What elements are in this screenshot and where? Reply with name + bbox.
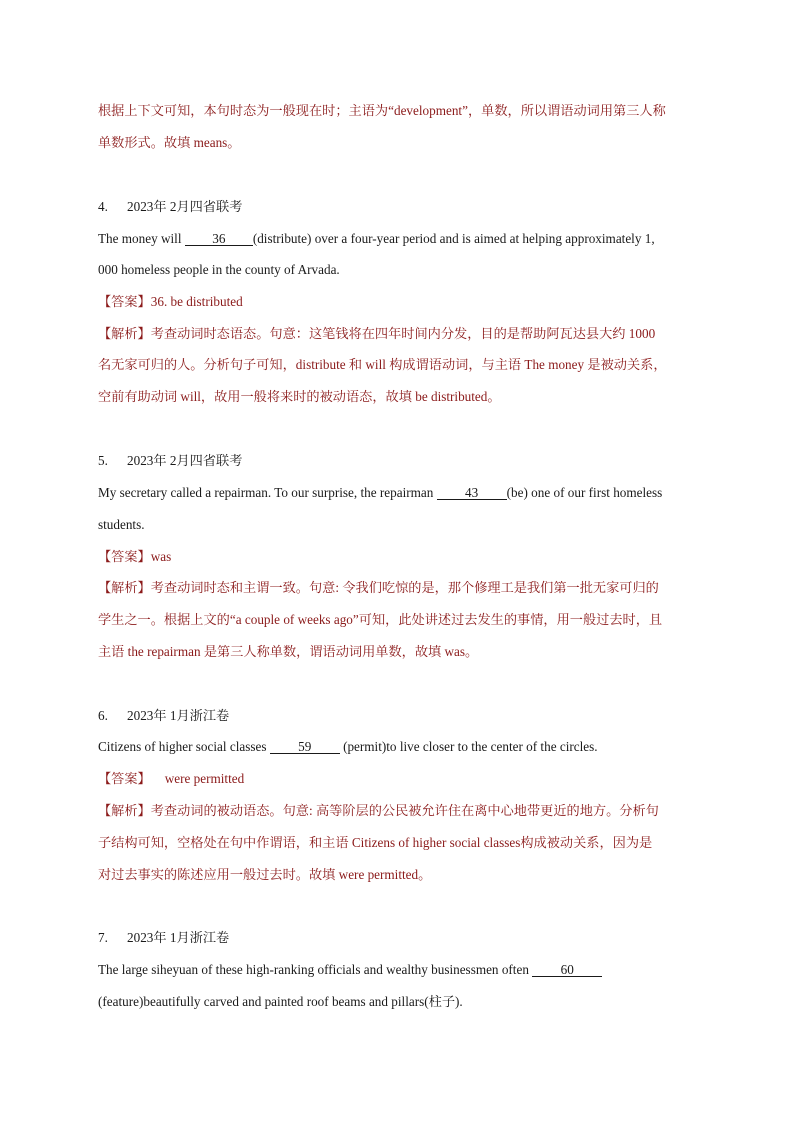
q4-blank: 36 bbox=[185, 232, 253, 246]
q7-source: 2023年 1月浙江卷 bbox=[127, 930, 230, 945]
q5-source: 2023年 2月四省联考 bbox=[127, 453, 243, 468]
q7-number: 7. bbox=[98, 930, 108, 945]
q6-sentence-line-1 bbox=[98, 740, 708, 754]
q4-analysis-label: 【解析】 bbox=[98, 326, 151, 341]
q7-sentence-line-1 bbox=[98, 963, 708, 977]
q5-analysis-line-1 bbox=[98, 581, 708, 594]
q4-answer-label: 【答案】 bbox=[98, 294, 151, 309]
q5-analysis-line-3: 主语 the repairman 是第三人称单数，谓语动词用单数，故填 was。 bbox=[98, 644, 479, 659]
q6-analysis-label: 【解析】 bbox=[98, 803, 151, 818]
q4-analysis-line-2: 名无家可归的人。分析句子可知，distribute 和 will 构成谓语动词，与主语 The money 是被动关系， bbox=[98, 357, 667, 372]
q6-analysis-text-1: 考查动词的被动语态。句意: 高等阶层的公民被允许住在离中心地带更近的地方。分析句 bbox=[150, 803, 659, 818]
q5-answer-label: 【答案】 bbox=[98, 549, 151, 564]
q6-text-a: Citizens of higher social classes bbox=[98, 739, 270, 754]
q4-answer bbox=[98, 295, 708, 308]
q6-analysis-line-3: 对过去事实的陈述应用一般过去时。故填 were permitted。 bbox=[98, 867, 432, 882]
q7-blank: 60 bbox=[532, 963, 602, 977]
q7-text-a: The large siheyuan of these high-ranking officials and wealthy businessmen often bbox=[98, 962, 533, 977]
q6-answer-value: were permitted bbox=[164, 771, 245, 786]
q4-analysis-line-3: 空前有助动词 will，故用一般将来时的被动语态，故填 be distributed。 bbox=[98, 389, 501, 404]
q7-sentence-line-2: (feature)beautifully carved and painted roof beams and pillars(柱子). bbox=[98, 994, 463, 1009]
q6-source: 2023年 1月浙江卷 bbox=[127, 708, 230, 723]
q4-analysis-text-1: 考查动词时态语态。句意：这笔钱将在四年时间内分发，目的是帮助阿瓦达县大约 1000 bbox=[150, 326, 656, 341]
q6-blank: 59 bbox=[270, 740, 340, 754]
q4-sentence-line-2: 000 homeless people in the county of Arvada. bbox=[98, 262, 340, 277]
q4-heading bbox=[98, 200, 708, 213]
q4-analysis-line-1 bbox=[98, 327, 708, 340]
q7-heading bbox=[98, 931, 708, 944]
q6-number: 6. bbox=[98, 708, 108, 723]
q5-answer bbox=[98, 550, 708, 563]
q6-text-b: (permit)to live closer to the center of the circles. bbox=[339, 739, 598, 754]
intro-line-1: 根据上下文可知，本句时态为一般现在时；主语为“development”，单数，所以谓语动词用第三人称 bbox=[98, 103, 666, 118]
q4-answer-value: 36. be distributed bbox=[150, 294, 243, 309]
q4-sentence-line-1 bbox=[98, 232, 708, 246]
q5-sentence-line-2: students. bbox=[98, 517, 145, 532]
q6-heading bbox=[98, 709, 708, 722]
q5-analysis-text-1: 考查动词时态和主谓一致。句意: 令我们吃惊的是，那个修理工是我们第一批无家可归的 bbox=[150, 580, 659, 595]
q6-analysis-line-1 bbox=[98, 804, 708, 817]
q5-analysis-line-2: 学生之一。根据上文的“a couple of weeks ago”可知，此处讲述过去发生的事情，用一般过去时，且 bbox=[98, 612, 663, 627]
q5-blank: 43 bbox=[437, 486, 507, 500]
q5-answer-value: was bbox=[150, 549, 172, 564]
q5-heading bbox=[98, 454, 708, 467]
q5-sentence-line-1 bbox=[98, 486, 708, 500]
q6-answer-label: 【答案】 bbox=[98, 771, 151, 786]
q4-text-a: The money will bbox=[98, 231, 185, 246]
intro-line-2: 单数形式。故填 means。 bbox=[98, 135, 241, 150]
q6-analysis-line-2: 子结构可知，空格处在句中作谓语，和主语 Citizens of higher social classes构成被动关系，因为是 bbox=[98, 835, 653, 850]
q5-analysis-label: 【解析】 bbox=[98, 580, 151, 595]
q6-answer bbox=[98, 772, 708, 785]
q4-number: 4. bbox=[98, 199, 108, 214]
q4-source: 2023年 2月四省联考 bbox=[127, 199, 243, 214]
q4-text-b: (distribute) over a four-year period and is aimed at helping approximately 1, bbox=[252, 231, 655, 246]
q5-text-a: My secretary called a repairman. To our surprise, the repairman bbox=[98, 485, 437, 500]
q5-number: 5. bbox=[98, 453, 108, 468]
q5-text-b: (be) one of our first homeless bbox=[506, 485, 663, 500]
